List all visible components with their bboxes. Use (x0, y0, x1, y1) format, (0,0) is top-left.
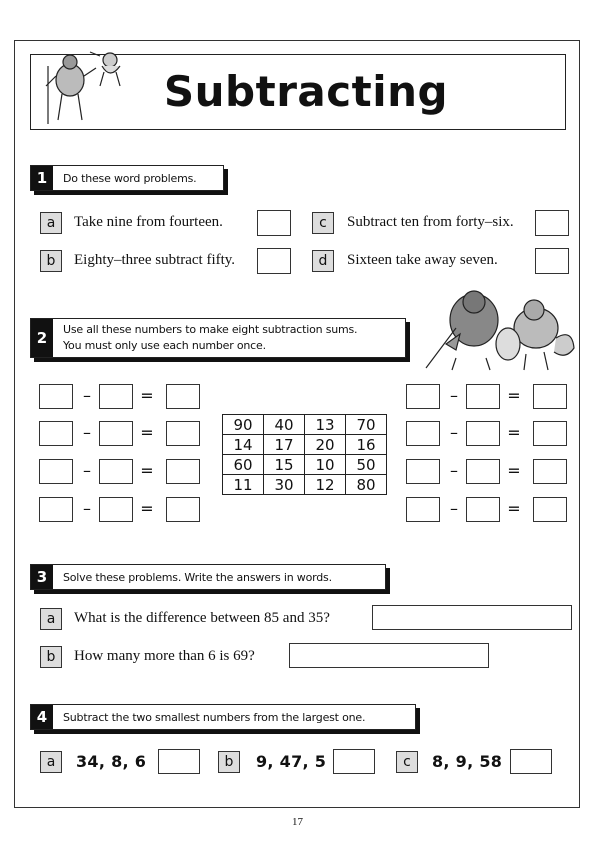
eq-box[interactable] (406, 384, 440, 409)
eq-box[interactable] (39, 497, 73, 522)
grid-cell: 80 (346, 475, 387, 495)
eq-box[interactable] (99, 384, 133, 409)
equals-sign: = (140, 461, 154, 480)
eq-box[interactable] (533, 384, 567, 409)
item-label-a: a (40, 751, 62, 773)
equals-sign: = (507, 386, 521, 405)
section-instruction: Solve these problems. Write the answers in words. (63, 570, 332, 584)
knight-cartoon-icon (40, 46, 132, 130)
answer-box-4c[interactable] (510, 749, 552, 774)
minus-sign: – (450, 499, 458, 518)
eq-box[interactable] (39, 384, 73, 409)
answer-box-1d[interactable] (535, 248, 569, 274)
eq-box[interactable] (166, 421, 200, 446)
eq-box[interactable] (466, 459, 500, 484)
grid-row (223, 455, 387, 475)
section-instruction (63, 319, 357, 357)
number-set-a: 34, 8, 6 (76, 752, 147, 771)
minus-sign: – (450, 461, 458, 480)
grid-row (223, 415, 387, 435)
grid-cell: 10 (305, 455, 346, 475)
grid-cell: 50 (346, 455, 387, 475)
minus-sign: – (83, 386, 91, 405)
grid-cell: 30 (264, 475, 305, 495)
monsters-cartoon-icon (416, 288, 578, 372)
eq-box[interactable] (99, 421, 133, 446)
grid-cell: 60 (223, 455, 264, 475)
answer-box-1c[interactable] (535, 210, 569, 236)
problem-3a: What is the difference between 85 and 35? (74, 610, 330, 626)
answer-box-4a[interactable] (158, 749, 200, 774)
grid-row (223, 475, 387, 495)
eq-box[interactable] (39, 459, 73, 484)
section-4-banner (30, 704, 416, 730)
eq-box[interactable] (466, 384, 500, 409)
number-set-c: 8, 9, 58 (432, 752, 503, 771)
instruction-line-1: Use all these numbers to make eight subtraction sums. (63, 323, 358, 336)
eq-box[interactable] (166, 459, 200, 484)
item-label-c: c (312, 212, 334, 234)
answer-box-4b[interactable] (333, 749, 375, 774)
word-problem-b: Eighty–three subtract fifty. (74, 252, 236, 268)
section-instruction: Do these word problems. (63, 171, 197, 185)
eq-box[interactable] (466, 421, 500, 446)
minus-sign: – (83, 461, 91, 480)
equals-sign: = (507, 461, 521, 480)
minus-sign: – (450, 386, 458, 405)
eq-box[interactable] (406, 459, 440, 484)
word-problem-a: Take nine from fourteen. (74, 214, 223, 230)
grid-cell: 40 (264, 415, 305, 435)
grid-row (223, 435, 387, 455)
eq-box[interactable] (166, 497, 200, 522)
grid-cell: 90 (223, 415, 264, 435)
grid-cell: 70 (346, 415, 387, 435)
word-problem-d: Sixteen take away seven. (347, 252, 498, 268)
number-grid (222, 414, 387, 495)
eq-box[interactable] (533, 459, 567, 484)
grid-cell: 13 (305, 415, 346, 435)
item-label-b: b (218, 751, 240, 773)
item-label-b: b (40, 646, 62, 668)
answer-box-3a[interactable] (372, 605, 572, 630)
minus-sign: – (83, 499, 91, 518)
eq-box[interactable] (166, 384, 200, 409)
answer-box-1a[interactable] (257, 210, 291, 236)
section-number: 4 (31, 705, 53, 729)
eq-box[interactable] (39, 421, 73, 446)
grid-cell: 17 (264, 435, 305, 455)
item-label-a: a (40, 608, 62, 630)
instruction-line-2: You must only use each number once. (63, 339, 266, 352)
grid-cell: 20 (305, 435, 346, 455)
section-number: 3 (31, 565, 53, 589)
item-label-a: a (40, 212, 62, 234)
minus-sign: – (450, 423, 458, 442)
section-3-banner (30, 564, 386, 590)
problem-3b: How many more than 6 is 69? (74, 648, 255, 664)
equals-sign: = (140, 423, 154, 442)
section-number: 1 (31, 166, 53, 190)
section-2-banner (30, 318, 406, 358)
grid-cell: 12 (305, 475, 346, 495)
grid-cell: 16 (346, 435, 387, 455)
item-label-c: c (396, 751, 418, 773)
grid-cell: 11 (223, 475, 264, 495)
grid-cell: 15 (264, 455, 305, 475)
section-1-banner (30, 165, 224, 191)
eq-box[interactable] (466, 497, 500, 522)
word-problem-c: Subtract ten from forty–six. (347, 214, 514, 230)
eq-box[interactable] (533, 421, 567, 446)
equals-sign: = (507, 499, 521, 518)
item-label-b: b (40, 250, 62, 272)
eq-box[interactable] (99, 497, 133, 522)
eq-box[interactable] (406, 421, 440, 446)
grid-cell: 14 (223, 435, 264, 455)
page-title: Subtracting (163, 67, 449, 116)
equals-sign: = (140, 386, 154, 405)
item-label-d: d (312, 250, 334, 272)
answer-box-3b[interactable] (289, 643, 489, 668)
eq-box[interactable] (406, 497, 440, 522)
minus-sign: – (83, 423, 91, 442)
number-set-b: 9, 47, 5 (256, 752, 327, 771)
eq-box[interactable] (533, 497, 567, 522)
page-number: 17 (292, 816, 303, 828)
section-number: 2 (31, 319, 53, 357)
section-instruction: Subtract the two smallest numbers from the largest one. (63, 710, 366, 724)
equals-sign: = (140, 499, 154, 518)
answer-box-1b[interactable] (257, 248, 291, 274)
equals-sign: = (507, 423, 521, 442)
eq-box[interactable] (99, 459, 133, 484)
